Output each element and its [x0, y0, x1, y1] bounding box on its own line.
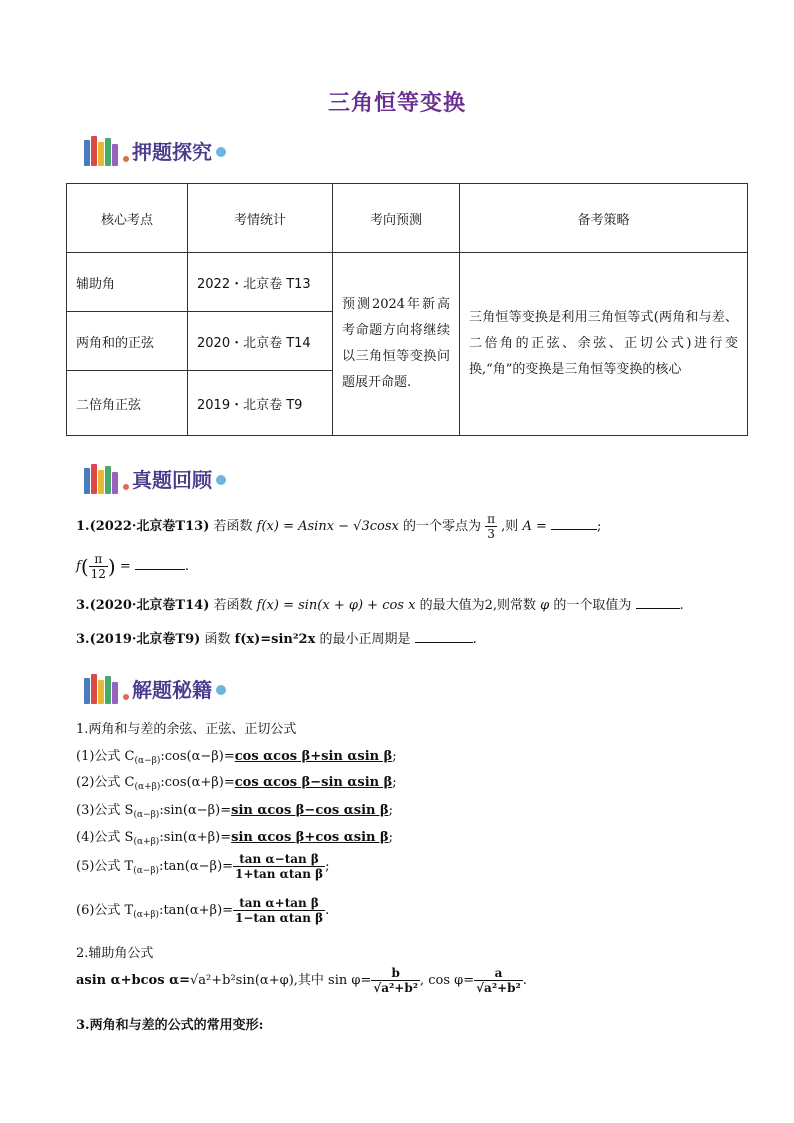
- question-3: 3.(2019·北京卷T9) 函数 f(x)=sin²2x 的最小正周期是 .: [76, 632, 477, 647]
- bullet-icon: [216, 685, 226, 695]
- section-title: 真题回顾: [132, 468, 212, 492]
- formula-line-tan-diff: (5)公式 $T_{(\alpha-\beta)}:\tan(\alpha-\beta)=$ $\frac{\text{tan α−tan β}}{\text{1+tan αtan β}}$ ;: [76, 852, 330, 881]
- question-1-part-2: f( $\frac{\pi}{12}$ ) = .: [76, 552, 190, 581]
- table-cell-point: 两角和的正弦: [67, 312, 188, 371]
- question-1: 1.(2022·北京卷T13) 若函数 f(x) = Asinx − √3cosx 的一个零点为 $\frac{\pi}{3}$ ,则 A = ;: [76, 512, 602, 541]
- books-icon: [84, 674, 119, 704]
- section-title: 解题秘籍: [132, 678, 212, 702]
- section-header-review: [84, 460, 226, 494]
- section-header-forecast: [84, 132, 226, 166]
- table-header: 备考策略: [460, 184, 748, 253]
- answer-blank[interactable]: [135, 569, 185, 570]
- table-cell-point: 辅助角: [67, 253, 188, 312]
- section-header-tips: [84, 670, 226, 704]
- exam-analysis-table: [66, 183, 748, 436]
- table-cell-stat: 2020・北京卷 T14: [188, 312, 333, 371]
- table-header-row: [67, 184, 748, 253]
- table-header: 考向预测: [333, 184, 460, 253]
- table-cell-point: 二倍角正弦: [67, 371, 188, 436]
- books-icon: [84, 136, 119, 166]
- bullet-icon: [216, 147, 226, 157]
- formula-aux: asin α+bcos α=√a²+b²sin(α+φ),其中 sin φ= $\frac{b}{\text{√a²+b²}}$ , cos φ= $\frac{a}{\text{√a²+b²}}$ .: [76, 966, 527, 995]
- formula-heading-1: 1.两角和与差的余弦、正弦、正切公式: [76, 722, 297, 737]
- formula-heading-3: 3.两角和与差的公式的常用变形:: [76, 1018, 264, 1033]
- table-header: 核心考点: [67, 184, 188, 253]
- question-2: 3.(2020·北京卷T14) 若函数 f(x) = sin(x + φ) + cos x 的最大值为2,则常数 φ 的一个取值为 .: [76, 598, 684, 613]
- formula-line-tan-sum: (6)公式 $T_{(\alpha+\beta)}:\tan(\alpha+\beta)=$ $\frac{\text{tan α+tan β}}{\text{1−tan αtan β}}$ .: [76, 896, 330, 925]
- table-cell-stat: 2019・北京卷 T9: [188, 371, 333, 436]
- formula-line: (3)公式 $S_{(\alpha-\beta)}:\sin(\alpha-\beta)=\sin$ αcos β−cos αsin β;: [76, 803, 394, 820]
- books-icon: [84, 464, 119, 494]
- table-header: 考情统计: [188, 184, 333, 253]
- bullet-icon: [216, 475, 226, 485]
- section-title: 押题探究: [132, 140, 212, 164]
- table-cell-stat: 2022・北京卷 T13: [188, 253, 333, 312]
- formula-line: (1)公式 $C_{(\alpha-\beta)}:\cos(\alpha-\beta)=\cos$ αcos β+sin αsin β;: [76, 749, 397, 766]
- table-cell-forecast: 预测2024年新高考命题方向将继续以三角恒等变换问题展开命题.: [333, 253, 460, 436]
- table-cell-strategy: 三角恒等变换是利用三角恒等式(两角和与差、二倍角的正弦、余弦、正切公式)进行变换,“角”的变换是三角恒等变换的核心: [460, 253, 748, 436]
- formula-line: (2)公式 $C_{(\alpha+\beta)}:\cos(\alpha+\beta)=\cos$ αcos β−sin αsin β;: [76, 775, 397, 792]
- answer-blank[interactable]: [636, 608, 680, 609]
- answer-blank[interactable]: [415, 642, 473, 643]
- answer-blank[interactable]: [551, 529, 597, 530]
- page-title: 三角恒等变换: [327, 91, 466, 116]
- table-row: [67, 253, 748, 312]
- formula-line: (4)公式 $S_{(\alpha+\beta)}:\sin(\alpha+\beta)=\sin$ αcos β+cos αsin β;: [76, 830, 394, 847]
- formula-heading-2: 2.辅助角公式: [76, 946, 154, 961]
